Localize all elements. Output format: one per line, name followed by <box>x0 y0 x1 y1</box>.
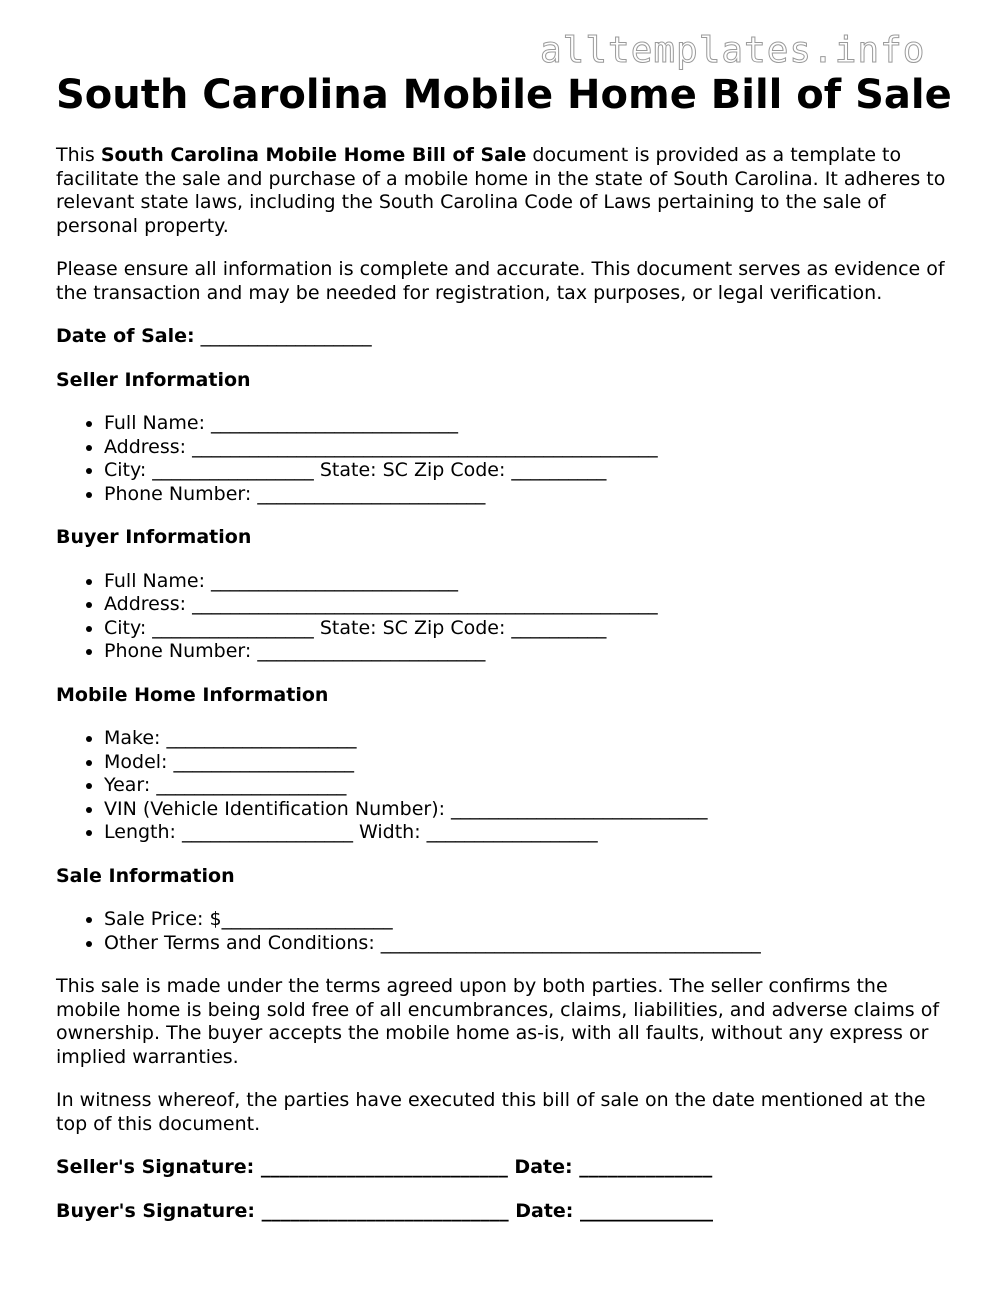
seller-heading: Seller Information <box>56 368 251 391</box>
date-of-sale-field[interactable] <box>56 325 951 349</box>
intro-bold: South Carolina Mobile Home Bill of Sale <box>100 144 527 166</box>
witness-paragraph: In witness whereof, the parties have executed this bill of sale on the date mentioned at the top of this document. <box>56 1089 926 1135</box>
page-title: South Carolina Mobile Home Bill of Sale <box>56 72 952 118</box>
year-field[interactable]: • Year: ____________________ <box>104 774 951 798</box>
seller-list <box>56 412 951 506</box>
seller-city-state-zip-field[interactable]: • City: _________________ State: SC Zip Code: __________ <box>104 459 951 483</box>
date-of-sale-blank[interactable]: __________________ <box>194 325 372 347</box>
sale-list <box>56 908 951 955</box>
seller-phone-field[interactable]: • Phone Number: ________________________ <box>104 483 951 507</box>
make-field[interactable]: • Make: ____________________ <box>104 727 951 751</box>
date-of-sale-label: Date of Sale: <box>56 325 195 347</box>
buyer-list <box>56 570 951 664</box>
buyer-full-name-field[interactable]: • Full Name: __________________________ <box>104 570 951 594</box>
model-field[interactable]: • Model: ___________________ <box>104 751 951 775</box>
buyer-signature-line[interactable]: Buyer's Signature: __________________________ Date: ______________ <box>56 1199 714 1222</box>
terms-paragraph: This sale is made under the terms agreed upon by both parties. The seller confirms the mobile home is being sold free of all encumbrances, claims, liabilities, and adverse claims of ownership. The buyer accepts the mobile home as-is, with all faults, without any express or implied warranties. <box>56 975 940 1068</box>
seller-address-field[interactable]: • Address: _________________________________________________ <box>104 436 951 460</box>
intro-lead: This <box>56 144 101 166</box>
intro-paragraph <box>56 144 951 238</box>
intro-rest: document is provided as a template to facilitate the sale and purchase of a mobile home in the state of South Carolina. It adheres to relevant state laws, including the South Carolina Code of Laws pertaining to the sale of personal property. <box>56 144 946 237</box>
other-terms-field[interactable]: • Other Terms and Conditions: ________________________________________ <box>104 932 951 956</box>
length-width-field[interactable]: • Length: __________________ Width: __________________ <box>104 821 951 845</box>
mobile-home-list <box>56 727 951 845</box>
seller-signature-line[interactable]: Seller's Signature: __________________________ Date: ______________ <box>56 1156 713 1178</box>
vin-field[interactable]: • VIN (Vehicle Identification Number): ___________________________ <box>104 798 951 822</box>
document-body <box>56 144 951 1243</box>
mobile-home-heading: Mobile Home Information <box>56 683 329 706</box>
sale-price-field[interactable]: • Sale Price: $__________________ <box>104 908 951 932</box>
buyer-address-field[interactable]: • Address: _________________________________________________ <box>104 593 951 617</box>
buyer-city-state-zip-field[interactable]: • City: _________________ State: SC Zip Code: __________ <box>104 617 951 641</box>
watermark: alltemplates.info <box>540 30 926 71</box>
buyer-heading: Buyer Information <box>56 526 252 548</box>
buyer-phone-field[interactable]: • Phone Number: ________________________ <box>104 640 951 664</box>
seller-full-name-field[interactable]: • Full Name: __________________________ <box>104 412 951 436</box>
ensure-paragraph: Please ensure all information is complete and accurate. This document serves as evidence of the transaction and may be needed for registration, tax purposes, or legal verification. <box>56 258 945 304</box>
sale-heading: Sale Information <box>56 864 235 887</box>
